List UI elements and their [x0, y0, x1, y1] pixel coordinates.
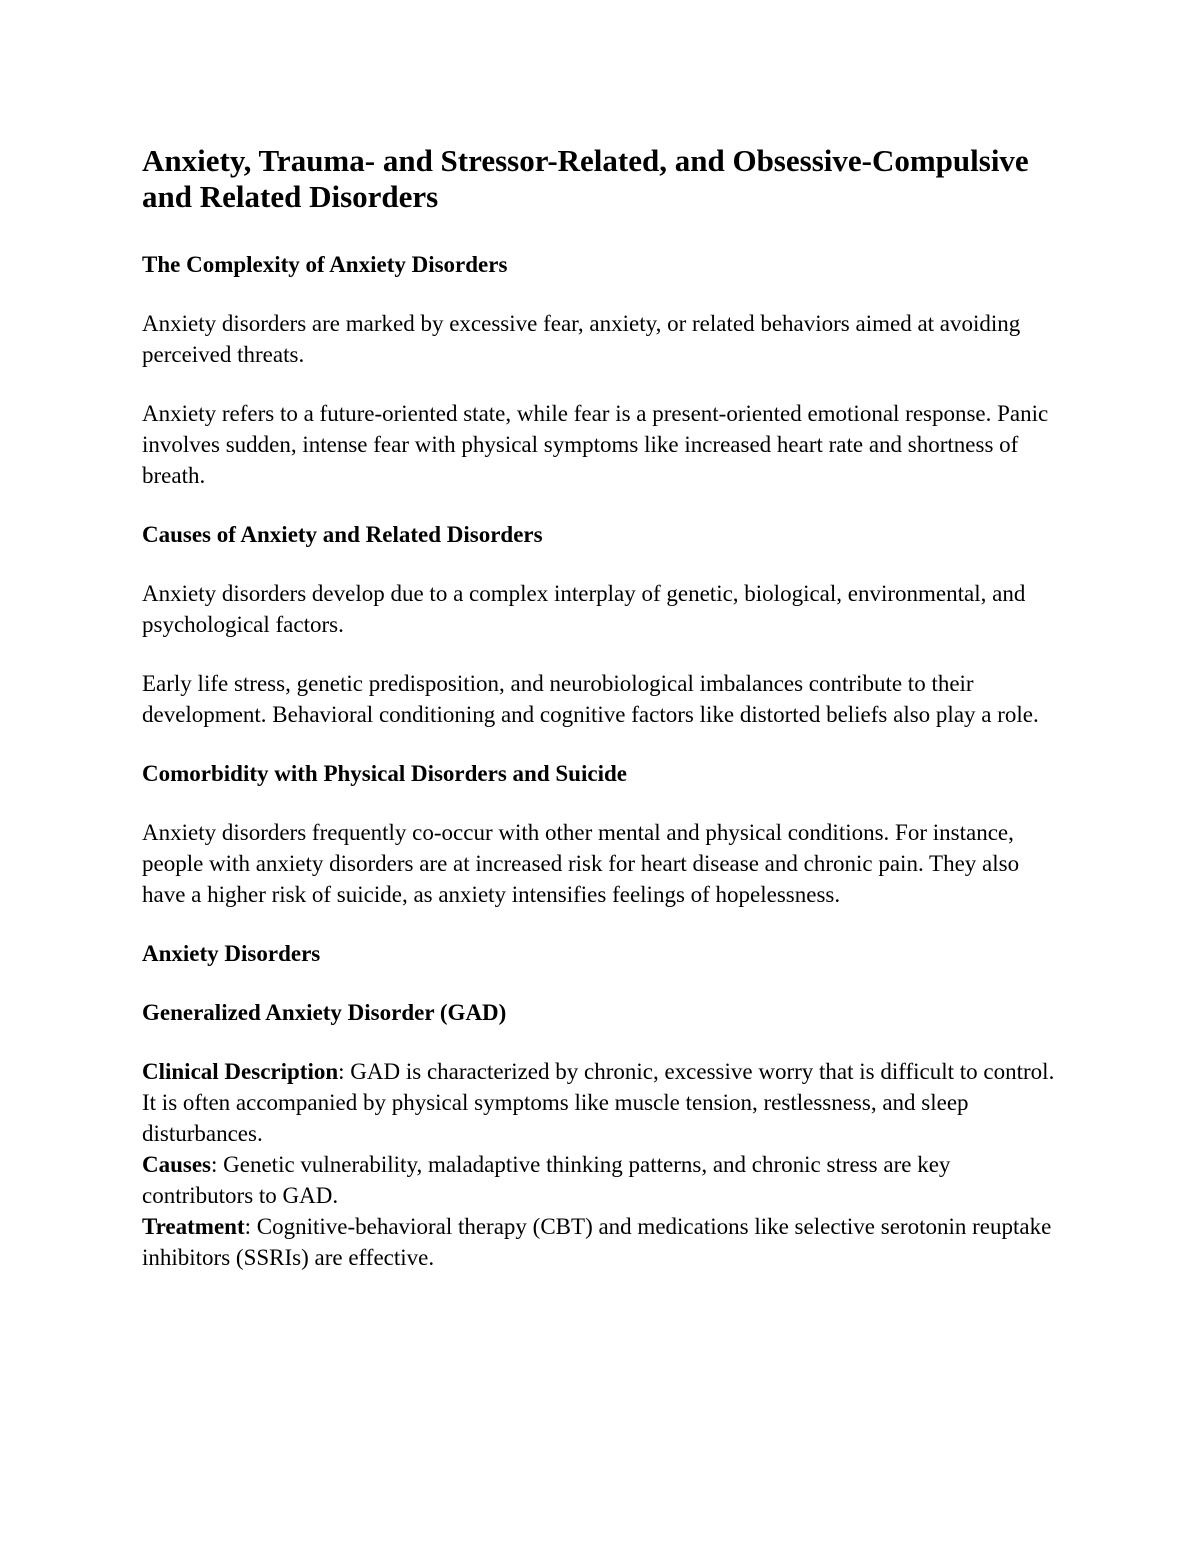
- definition-label: Causes: [142, 1152, 212, 1177]
- document-content: [142, 143, 1062, 1273]
- definition-item: [142, 1211, 1062, 1273]
- paragraph: Anxiety disorders frequently co-occur with other mental and physical conditions. For instance, people with anxiety disorders are at increased risk for heart disease and chronic pain. They also have a higher risk of suicide, as anxiety intensifies feelings of hopelessness.: [142, 820, 1020, 907]
- document-title: Anxiety, Trauma- and Stressor-Related, and Obsessive-Compulsive and Related Disorders: [142, 143, 1029, 214]
- paragraph: Early life stress, genetic predisposition, and neurobiological imbalances contribute to their development. Behavioral conditioning and cognitive factors like distorted beliefs also play a role.: [142, 671, 1039, 727]
- section-heading-gad: Generalized Anxiety Disorder (GAD): [142, 1000, 507, 1025]
- definition-item: [142, 1056, 1062, 1149]
- paragraph: Anxiety disorders are marked by excessive fear, anxiety, or related behaviors aimed at avoiding perceived threats.: [142, 311, 1021, 367]
- definition-label: Clinical Description: [142, 1059, 339, 1084]
- definition-label: Treatment: [142, 1214, 245, 1239]
- definition-text: : Cognitive-behavioral therapy (CBT) and medications like selective serotonin reuptake inhibitors (SSRIs) are effective.: [142, 1214, 1052, 1270]
- paragraph: Anxiety refers to a future-oriented state, while fear is a present-oriented emotional response. Panic involves sudden, intense fear with physical symptoms like increased heart rate and shortness of breath.: [142, 401, 1049, 488]
- section-heading-causes: Causes of Anxiety and Related Disorders: [142, 522, 543, 547]
- definition-text: : Genetic vulnerability, maladaptive thinking patterns, and chronic stress are key contributors to GAD.: [142, 1152, 951, 1208]
- definition-text: : GAD is characterized by chronic, excessive worry that is difficult to control. It is often accompanied by physical symptoms like muscle tension, restlessness, and sleep disturbances.: [142, 1059, 1055, 1146]
- section-heading-anxiety-disorders: Anxiety Disorders: [142, 941, 321, 966]
- section-heading-comorbidity: Comorbidity with Physical Disorders and Suicide: [142, 761, 627, 786]
- section-heading-complexity: The Complexity of Anxiety Disorders: [142, 252, 508, 277]
- paragraph: Anxiety disorders develop due to a complex interplay of genetic, biological, environmental, and psychological factors.: [142, 581, 1026, 637]
- definition-item: [142, 1149, 1062, 1211]
